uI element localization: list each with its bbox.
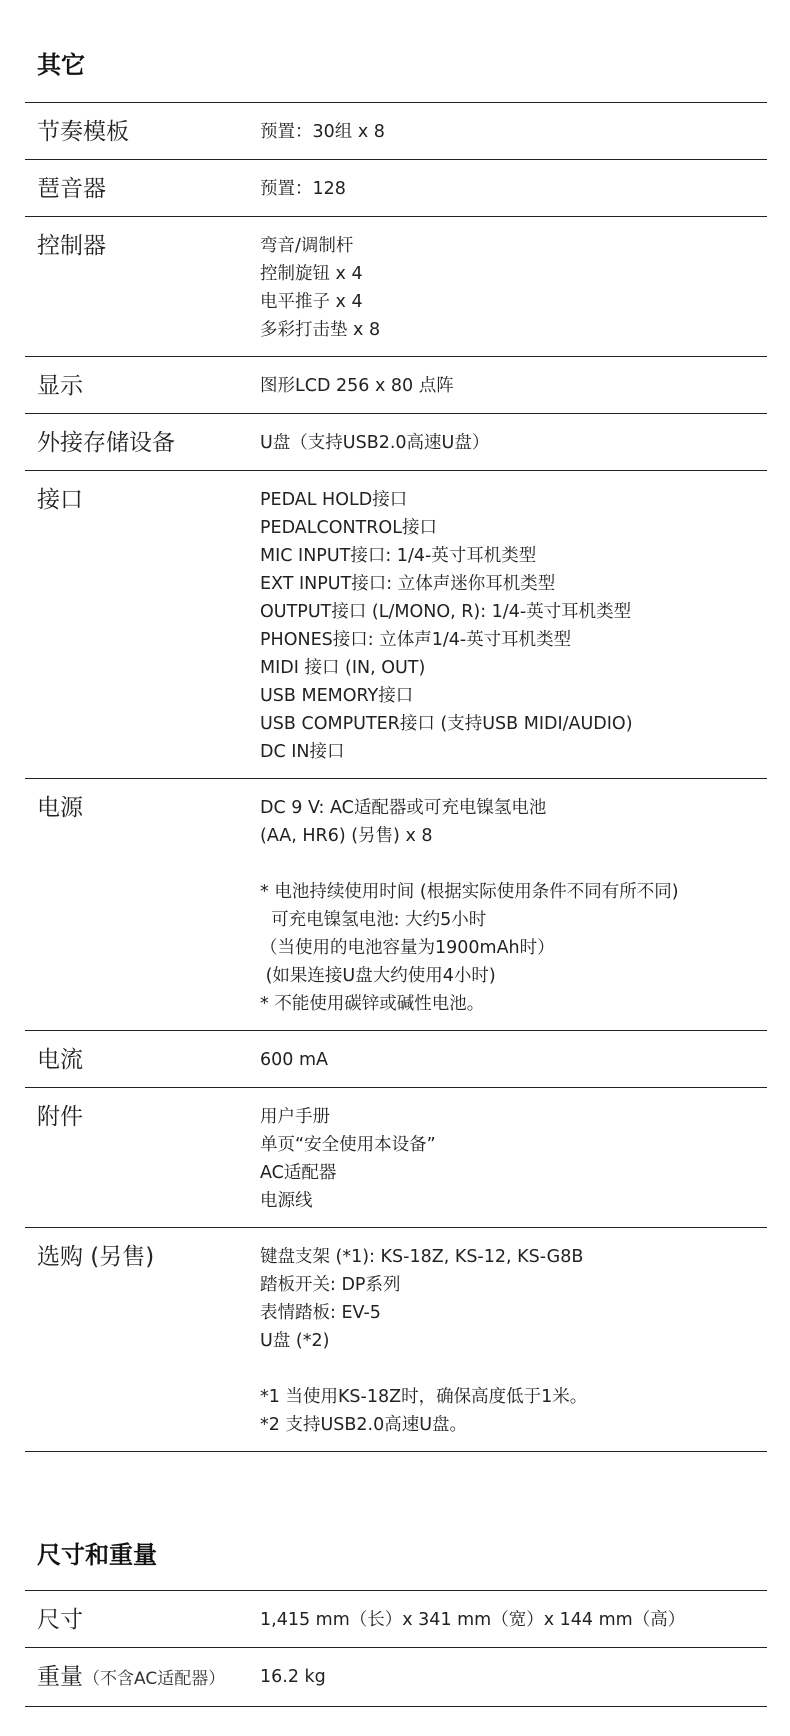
spec-value-line: 表情踏板: EV-5 xyxy=(260,1303,381,1323)
spec-label-text: 接口 xyxy=(37,487,83,513)
spec-row xyxy=(25,103,767,160)
spec-value-line: 键盘支架 (*1): KS-18Z, KS-12, KS-G8B xyxy=(260,1247,584,1267)
spec-label xyxy=(25,117,260,147)
spec-row xyxy=(25,1088,767,1228)
spec-label xyxy=(25,174,260,204)
spec-value xyxy=(260,231,767,344)
spec-label-text: 显示 xyxy=(37,373,83,399)
spec-row xyxy=(25,779,767,1031)
spec-value-line: 图形LCD 256 x 80 点阵 xyxy=(260,376,454,396)
spec-value-line: 可充电镍氢电池: 大约5小时 xyxy=(260,910,487,930)
spec-label-text: 电源 xyxy=(37,795,83,821)
spec-value-line: 预置：128 xyxy=(260,179,346,199)
spec-value-line: (AA, HR6) (另售) x 8 xyxy=(260,826,433,846)
spec-label-text: 选购 (另售) xyxy=(37,1244,155,1270)
spec-value-line: 弯音/调制杆 xyxy=(260,236,354,256)
spec-row xyxy=(25,1648,767,1707)
spec-value-line: DC IN接口 xyxy=(260,742,345,762)
spec-label-text: 电流 xyxy=(37,1047,83,1073)
spec-value xyxy=(260,485,767,766)
section-dimensions-weight xyxy=(25,1540,767,1690)
spec-value-line: MIC INPUT接口: 1/4-英寸耳机类型 xyxy=(260,546,537,566)
spec-value-line: *1 当使用KS-18Z时，确保高度低于1米。 xyxy=(260,1387,588,1407)
spec-value xyxy=(260,117,767,147)
spec-label xyxy=(25,231,260,344)
section-title: 尺寸和重量 xyxy=(37,1541,157,1569)
spec-row xyxy=(25,357,767,414)
spec-value-spacer xyxy=(260,850,767,878)
spec-label-text: 尺寸 xyxy=(37,1607,83,1633)
spec-label-text: 重量 xyxy=(37,1664,83,1690)
spec-table xyxy=(25,1590,767,1707)
spec-row xyxy=(25,1591,767,1648)
spec-value-line: DC 9 V: AC适配器或可充电镍氢电池 xyxy=(260,798,547,818)
spec-label xyxy=(25,1102,260,1215)
section-title: 其它 xyxy=(37,51,85,79)
spec-table xyxy=(25,102,767,1452)
spec-value xyxy=(260,428,767,458)
spec-label xyxy=(25,793,260,1018)
spec-label-text: 外接存储设备 xyxy=(37,430,175,456)
spec-value xyxy=(260,174,767,204)
spec-label-text: 琶音器 xyxy=(37,176,106,202)
spec-value-line: U盘 (*2) xyxy=(260,1331,330,1351)
spec-label xyxy=(25,1662,260,1694)
spec-value-line: AC适配器 xyxy=(260,1163,337,1183)
spec-value-line: 600 mA xyxy=(260,1050,328,1070)
spec-value-line: 踏板开关: DP系列 xyxy=(260,1275,401,1295)
spec-label xyxy=(25,371,260,401)
spec-value xyxy=(260,1045,767,1075)
spec-value-line: *2 支持USB2.0高速U盘。 xyxy=(260,1415,468,1435)
spec-row xyxy=(25,414,767,471)
spec-row xyxy=(25,217,767,357)
spec-value-line: OUTPUT接口 (L/MONO, R): 1/4-英寸耳机类型 xyxy=(260,602,632,622)
section-other xyxy=(25,50,767,1435)
spec-value xyxy=(260,1662,767,1694)
spec-value xyxy=(260,1102,767,1215)
spec-row xyxy=(25,160,767,217)
spec-value-line: PEDAL HOLD接口 xyxy=(260,490,408,510)
spec-row xyxy=(25,471,767,779)
spec-value xyxy=(260,371,767,401)
spec-value-spacer xyxy=(260,1355,767,1383)
spec-value-line: 多彩打击垫 x 8 xyxy=(260,320,381,340)
spec-value-line: U盘（支持USB2.0高速U盘） xyxy=(260,433,490,453)
spec-label xyxy=(25,1242,260,1439)
spec-label-note: （不含AC适配器） xyxy=(83,1669,226,1689)
spec-label xyxy=(25,485,260,766)
spec-label-text: 附件 xyxy=(37,1104,83,1130)
spec-value-line: 16.2 kg xyxy=(260,1667,326,1687)
spec-row xyxy=(25,1228,767,1452)
spec-value-line: PEDALCONTROL接口 xyxy=(260,518,437,538)
spec-value-line: MIDI 接口 (IN, OUT) xyxy=(260,658,426,678)
spec-value-line: 用户手册 xyxy=(260,1107,330,1127)
spec-label xyxy=(25,428,260,458)
spec-value-line: 电平推子 x 4 xyxy=(260,292,363,312)
spec-value-line: * 不能使用碳锌或碱性电池。 xyxy=(260,994,485,1014)
spec-value-line: 单页“安全使用本设备” xyxy=(260,1135,436,1155)
spec-label xyxy=(25,1045,260,1075)
spec-value-line: 1,415 mm（长）x 341 mm（宽）x 144 mm（高） xyxy=(260,1610,686,1630)
spec-label-text: 控制器 xyxy=(37,233,106,259)
spec-value-line: 电源线 xyxy=(260,1191,313,1211)
spec-label-text: 节奏模板 xyxy=(37,119,129,145)
spec-value-line: USB COMPUTER接口 (支持USB MIDI/AUDIO) xyxy=(260,714,633,734)
spec-value-line: 预置：30组 x 8 xyxy=(260,122,385,142)
spec-value-line: (如果连接U盘大约使用4小时) xyxy=(260,966,496,986)
spec-value xyxy=(260,1242,767,1439)
spec-value-line: * 电池持续使用时间 (根据实际使用条件不同有所不同) xyxy=(260,882,679,902)
spec-value-line: EXT INPUT接口: 立体声迷你耳机类型 xyxy=(260,574,556,594)
spec-row xyxy=(25,1031,767,1088)
spec-value-line: PHONES接口: 立体声1/4-英寸耳机类型 xyxy=(260,630,572,650)
spec-value-line: （当使用的电池容量为1900mAh时） xyxy=(260,938,555,958)
spec-value-line: USB MEMORY接口 xyxy=(260,686,414,706)
spec-value xyxy=(260,793,767,1018)
spec-value xyxy=(260,1605,767,1635)
spec-label xyxy=(25,1605,260,1635)
spec-value-line: 控制旋钮 x 4 xyxy=(260,264,363,284)
